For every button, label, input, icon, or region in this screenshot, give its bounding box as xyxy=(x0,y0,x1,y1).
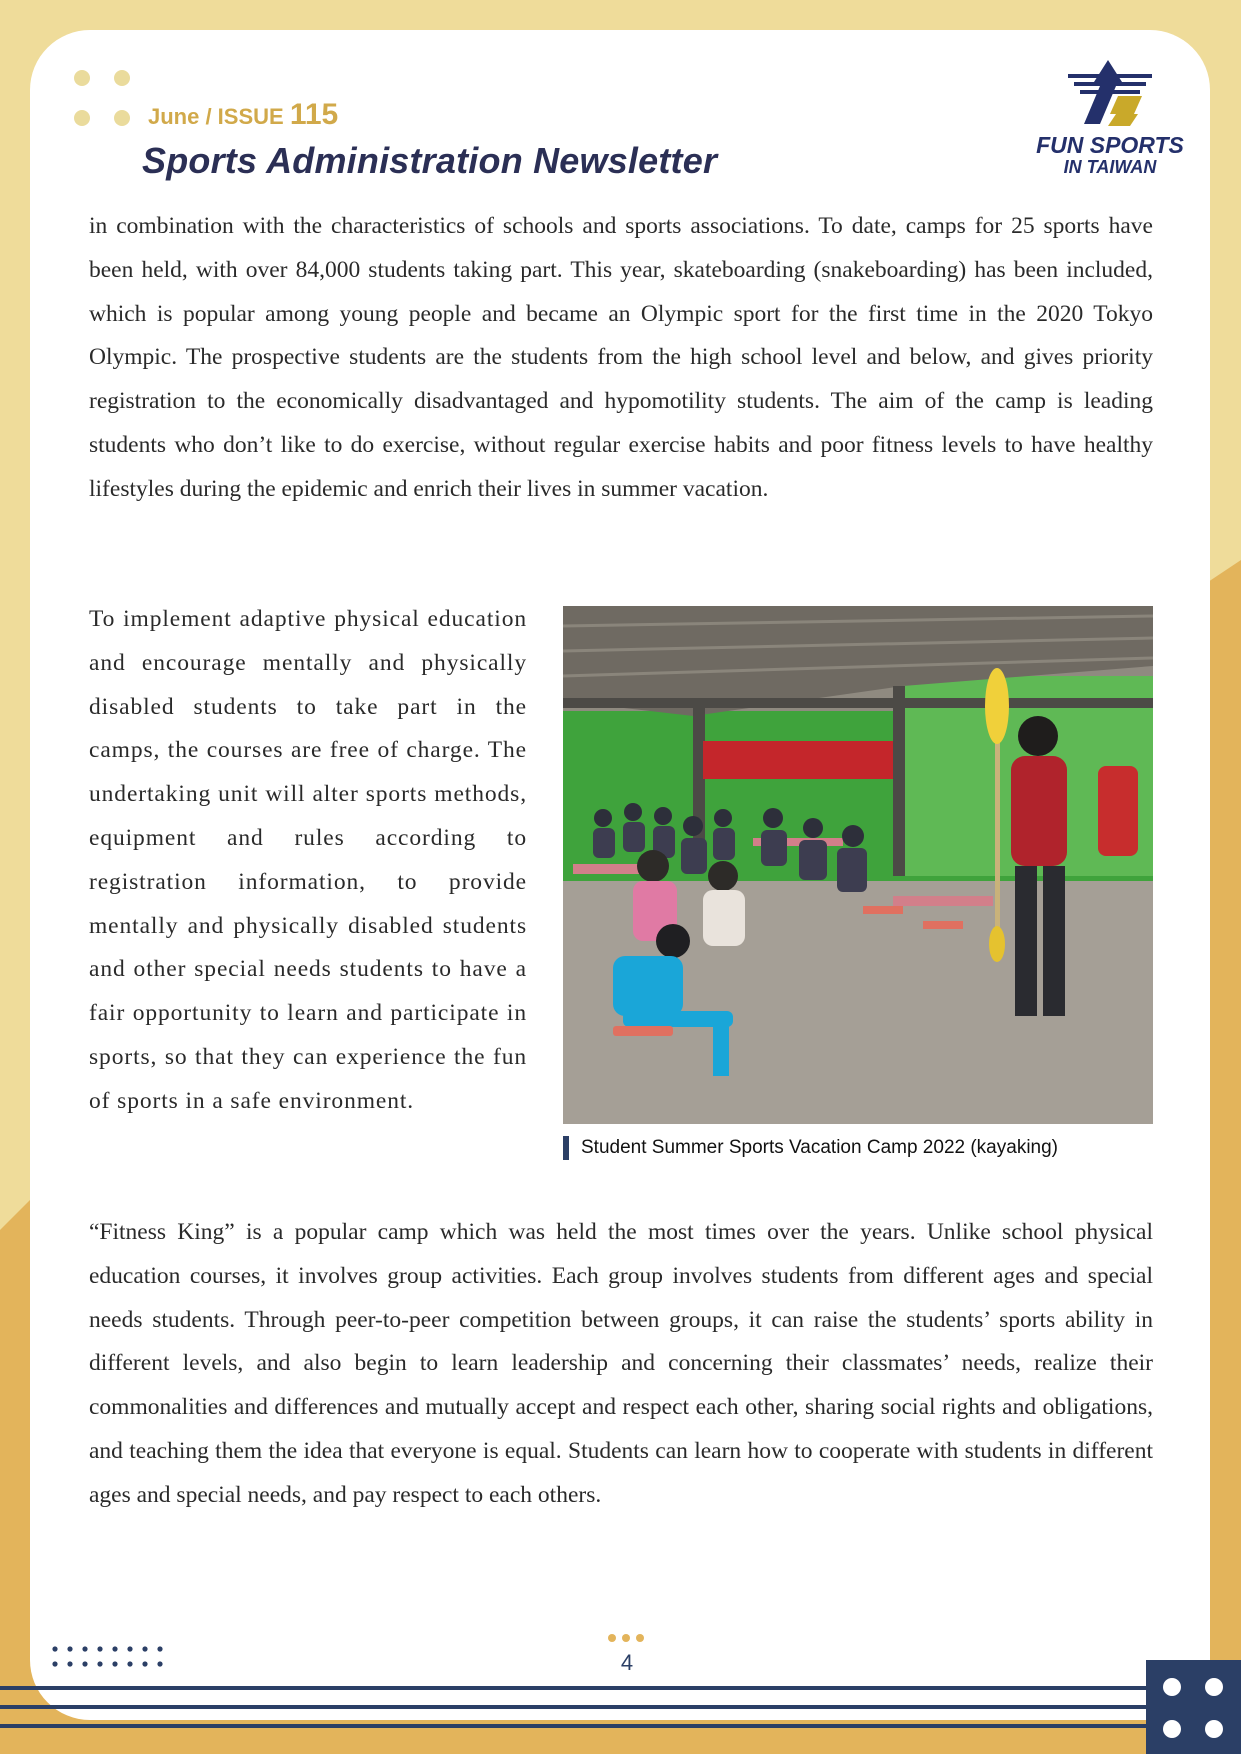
photo-caption: Student Summer Sports Vacation Camp 2022 (kayaking) xyxy=(563,1136,1058,1160)
newsletter-title: Sports Administration Newsletter xyxy=(142,140,718,181)
page-number-dots xyxy=(608,1634,648,1644)
logo-text xyxy=(1030,134,1190,176)
footer-stripes xyxy=(0,1686,1150,1736)
article-paragraph-3: “Fitness King” is a popular camp which was held the most times over the years. Unlike school physical education courses, it involves group activities. Each group involves students from different ages and special needs students. Through peer-to-peer competition between groups, it can raise the students’ sports ability in different levels, and also begin to learn leadership and concerning their classmates’ needs, realize their commonalities and differences and mutually accept and respect each other, sharing social rights and obligations, and teaching them the idea that everyone is equal. Students can learn how to cooperate with students in different ages and special needs, and pay respect to each others. xyxy=(89,1219,1153,1508)
decorative-dots-bottom-left xyxy=(52,1646,168,1670)
logo-line-1: FUN SPORTS xyxy=(1036,132,1184,158)
issue-label xyxy=(148,98,338,132)
logo-line-2: IN TAIWAN xyxy=(1063,157,1157,177)
issue-number: 115 xyxy=(289,98,339,131)
issue-prefix: June / ISSUE xyxy=(148,104,284,129)
fun-sports-logo xyxy=(1030,56,1190,184)
logo-mark-icon xyxy=(1030,56,1190,136)
article-paragraph-1: in combination with the characteristics of schools and sports associations. To date, camps for 25 sports have been held, with over 84,000 students taking part. This year, skateboarding (snakeboarding) has been included, which is popular among young people and became an Olympic sport for the first time in the 2020 Tokyo Olympic. The prospective students are the students from the high school level and below, and gives priority registration to the economically disadvantaged and hypomotility students. The aim of the camp is leading students who don’t like to do exercise, without regular exercise habits and poor fitness levels to have healthy lifestyles during the epidemic and enrich their lives in summer vacation. xyxy=(89,213,1153,502)
kayaking-camp-photo xyxy=(563,606,1153,1124)
kayaking-camp-illustration xyxy=(563,606,1153,1124)
page-number: 4 xyxy=(620,1650,634,1675)
article-paragraph-2: To implement adaptive physical education and encourage mentally and physically disabled students to take part in the camps, the courses are free of charge. The undertaking unit will alter sports methods, equipment and rules according to registration information, to provide mentally and physically disabled students and other special needs students to have a fair opportunity to learn and participate in sports, so that they can experience the fun of sports in a safe environment. xyxy=(89,606,527,1114)
decorative-dots-top-left xyxy=(74,70,134,130)
corner-dots-box xyxy=(1146,1660,1241,1754)
